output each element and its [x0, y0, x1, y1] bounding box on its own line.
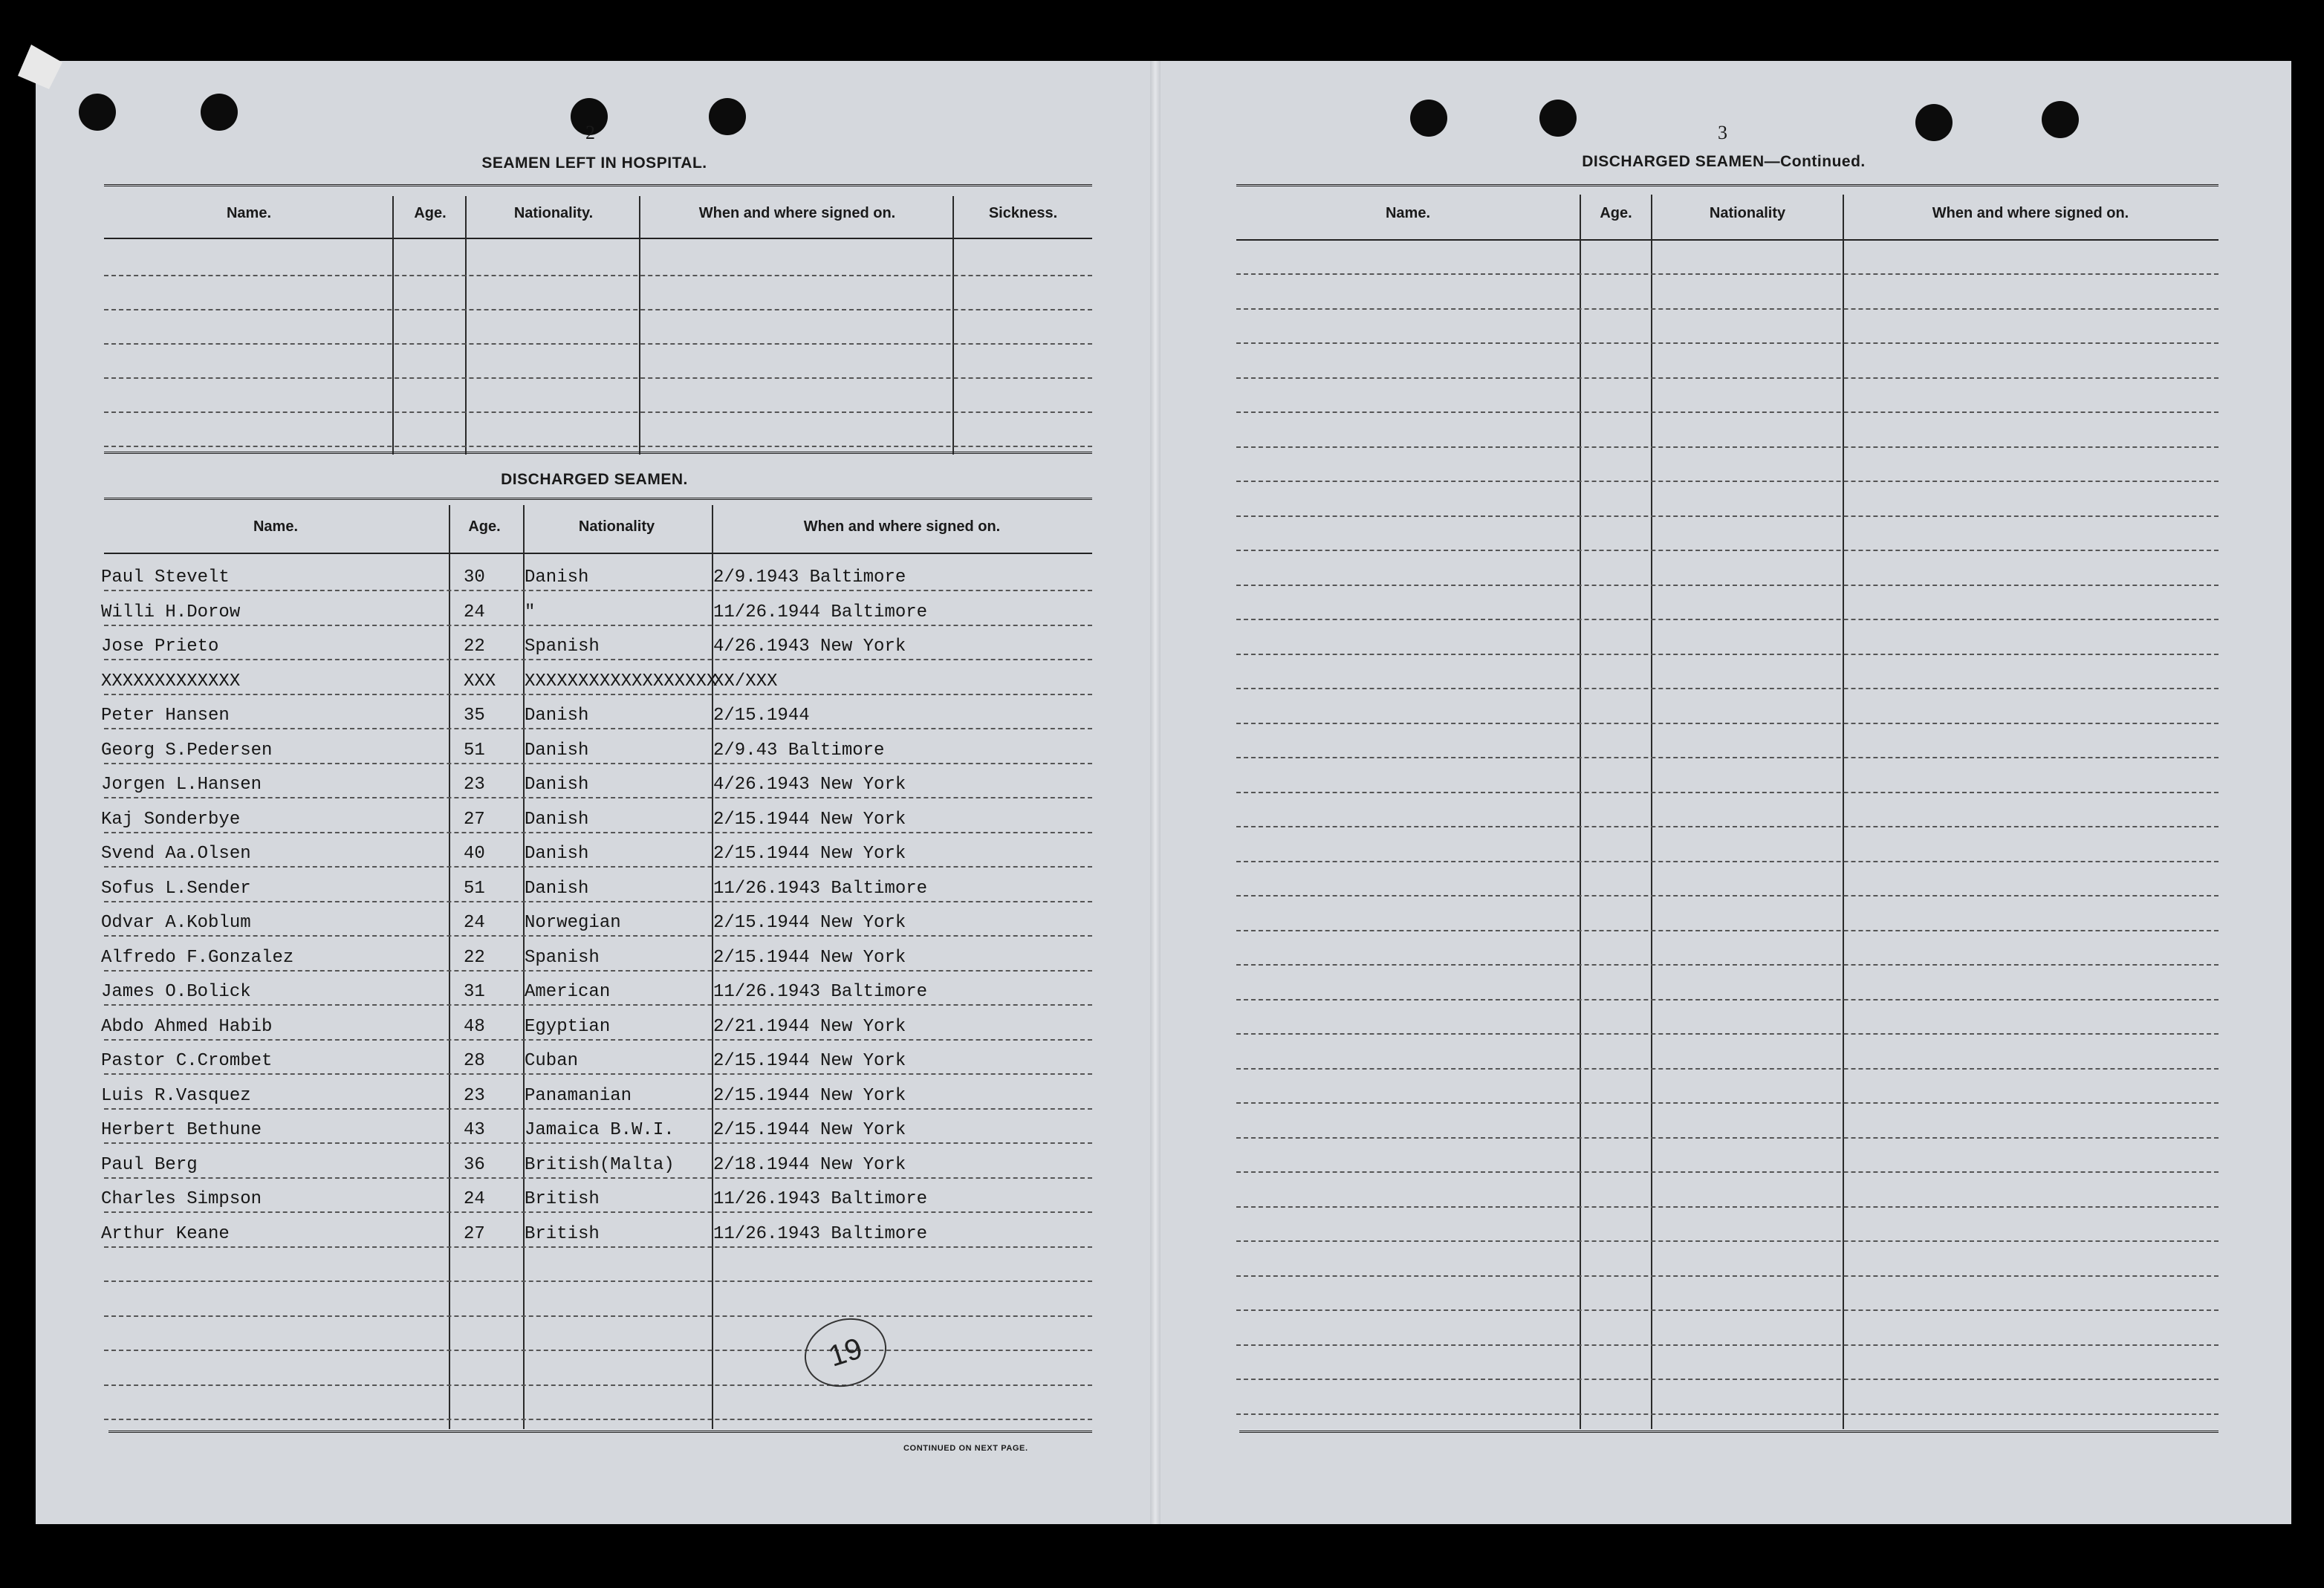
discharged-nationality-cell: " — [525, 602, 536, 622]
right-row-line — [1236, 446, 2218, 448]
hospital-col-nationality: Nationality. — [513, 205, 594, 221]
discharged-name-cell: Jose Prieto — [101, 637, 219, 657]
hospital-col-sickness: Sickness. — [988, 205, 1058, 221]
right-row-line — [1236, 999, 2218, 1000]
discharged-name-cell: XXXXXXXXXXXXX — [101, 671, 241, 692]
discharged-name-cell: Georg S.Pedersen — [101, 740, 273, 761]
discharged-age-cell: 48 — [464, 1016, 485, 1037]
discharged-name-cell: Herbert Bethune — [101, 1120, 262, 1140]
discharged-signed-on-cell: 11/26.1943 Baltimore — [713, 1223, 928, 1244]
right-row-line — [1236, 1033, 2218, 1035]
discharged-signed-on-cell: 2/15.1944 — [713, 706, 810, 726]
discharged-nationality-cell: British(Malta) — [525, 1154, 675, 1175]
right-col-age: Age. — [1600, 205, 1632, 221]
discharged-signed-on-cell: 2/15.1944 New York — [713, 809, 906, 830]
hospital-row-line — [104, 377, 1092, 379]
discharged-age-cell: 24 — [464, 913, 485, 933]
row-dotted-line — [104, 625, 1092, 626]
discharged-age-cell: 51 — [464, 878, 485, 899]
discharged-name-cell: Paul Berg — [101, 1154, 198, 1175]
right-col-divider — [1651, 195, 1652, 1429]
discharged-name-cell: Willi H.Dorow — [101, 602, 241, 622]
hospital-col-divider — [639, 196, 640, 455]
right-section-title: DISCHARGED SEAMEN—Continued. — [1582, 153, 1866, 170]
row-dotted-line — [104, 1350, 1092, 1351]
discharged-signed-on-cell: 2/15.1944 New York — [713, 947, 906, 968]
hospital-row-line — [104, 275, 1092, 276]
row-dotted-line — [104, 1419, 1092, 1420]
discharged-signed-on-cell: 11/26.1943 Baltimore — [713, 1189, 928, 1209]
discharged-col-age: Age. — [468, 518, 501, 535]
row-dotted-line — [104, 590, 1092, 591]
discharged-name-cell: Alfredo F.Gonzalez — [101, 947, 294, 968]
discharged-name-cell: Odvar A.Koblum — [101, 913, 251, 933]
discharged-header-rule — [104, 553, 1092, 554]
discharged-nationality-cell: Danish — [525, 567, 589, 588]
discharged-signed-on-cell: 2/15.1944 New York — [713, 913, 906, 933]
continued-footnote: CONTINUED ON NEXT PAGE. — [903, 1444, 1028, 1453]
discharged-nationality-cell: XXXXXXXXXXXXXXXXXX — [525, 671, 718, 692]
discharged-name-cell: Paul Stevelt — [101, 567, 230, 588]
right-row-line — [1236, 1379, 2218, 1380]
discharged-signed-on-cell: 2/18.1944 New York — [713, 1154, 906, 1175]
discharged-name-cell: Pastor C.Crombet — [101, 1051, 273, 1071]
row-dotted-line — [104, 832, 1092, 833]
discharged-col-signed-on: When and where signed on. — [803, 518, 1001, 535]
discharged-signed-on-cell: 11/26.1943 Baltimore — [713, 878, 928, 899]
row-dotted-line — [104, 728, 1092, 729]
discharged-nationality-cell: Cuban — [525, 1051, 579, 1071]
right-row-line — [1236, 826, 2218, 827]
right-row-line — [1236, 585, 2218, 586]
right-bottom-rule — [1239, 1431, 2218, 1436]
row-dotted-line — [104, 1004, 1092, 1006]
row-dotted-line — [104, 659, 1092, 660]
right-top-rule — [1236, 184, 2218, 189]
page-number-right: 3 — [1718, 122, 1727, 143]
right-col-name: Name. — [1385, 205, 1431, 221]
discharged-age-cell: 27 — [464, 809, 485, 830]
discharged-signed-on-cell: 4/26.1943 New York — [713, 637, 906, 657]
discharged-name-cell: Luis R.Vasquez — [101, 1085, 251, 1106]
discharged-signed-on-cell: 4/26.1943 New York — [713, 775, 906, 795]
discharged-nationality-cell: Spanish — [525, 947, 600, 968]
row-dotted-line — [104, 1246, 1092, 1248]
right-row-line — [1236, 861, 2218, 862]
discharged-signed-on-cell: 2/21.1944 New York — [713, 1016, 906, 1037]
punch-hole — [201, 94, 238, 131]
right-row-line — [1236, 1206, 2218, 1208]
right-row-line — [1236, 1275, 2218, 1277]
discharged-nationality-cell: British — [525, 1223, 600, 1244]
discharged-col-nationality: Nationality — [578, 518, 655, 535]
right-col-signed-on: When and where signed on. — [1932, 205, 2129, 221]
discharged-nationality-cell: Danish — [525, 706, 589, 726]
discharged-age-cell: 22 — [464, 947, 485, 968]
row-dotted-line — [104, 1073, 1092, 1075]
hospital-col-signed-on: When and where signed on. — [698, 205, 896, 221]
discharged-name-cell: Sofus L.Sender — [101, 878, 251, 899]
hospital-row-line — [104, 309, 1092, 310]
discharged-nationality-cell: British — [525, 1189, 600, 1209]
discharged-nationality-cell: Spanish — [525, 637, 600, 657]
discharged-col-divider — [449, 505, 450, 1429]
discharged-name-cell: Arthur Keane — [101, 1223, 230, 1244]
hospital-top-rule — [104, 184, 1092, 189]
discharged-age-cell: XXX — [464, 671, 496, 692]
discharged-nationality-cell: Danish — [525, 878, 589, 899]
hospital-row-line — [104, 343, 1092, 345]
punch-hole — [1915, 104, 1953, 141]
hospital-col-divider — [392, 196, 394, 455]
hospital-header-rule — [104, 238, 1092, 239]
row-dotted-line — [104, 1315, 1092, 1317]
discharged-signed-on-cell: 2/15.1944 New York — [713, 1120, 906, 1140]
discharged-signed-on-cell: 2/9.43 Baltimore — [713, 740, 885, 761]
right-row-line — [1236, 308, 2218, 310]
discharged-nationality-cell: Danish — [525, 844, 589, 864]
discharged-age-cell: 43 — [464, 1120, 485, 1140]
row-dotted-line — [104, 694, 1092, 695]
discharged-nationality-cell: Jamaica B.W.I. — [525, 1120, 675, 1140]
row-dotted-line — [104, 866, 1092, 868]
discharged-age-cell: 27 — [464, 1223, 485, 1244]
discharged-age-cell: 51 — [464, 740, 485, 761]
discharged-nationality-cell: Panamanian — [525, 1085, 632, 1106]
discharged-nationality-cell: Danish — [525, 775, 589, 795]
page-number-left: 2 — [585, 122, 595, 143]
right-header-rule — [1236, 239, 2218, 241]
punch-hole — [2042, 101, 2079, 138]
right-row-line — [1236, 1171, 2218, 1173]
right-col-divider — [1843, 195, 1844, 1429]
hospital-col-divider — [952, 196, 954, 455]
right-row-line — [1236, 1413, 2218, 1415]
row-dotted-line — [104, 1142, 1092, 1144]
discharged-age-cell: 24 — [464, 602, 485, 622]
discharged-age-cell: 35 — [464, 706, 485, 726]
right-row-line — [1236, 1102, 2218, 1104]
right-row-line — [1236, 619, 2218, 620]
right-row-line — [1236, 930, 2218, 931]
discharged-signed-on-cell: 2/15.1944 New York — [713, 844, 906, 864]
discharged-name-cell: Peter Hansen — [101, 706, 230, 726]
discharged-age-cell: 30 — [464, 567, 485, 588]
right-row-line — [1236, 964, 2218, 966]
row-dotted-line — [104, 1039, 1092, 1041]
discharged-signed-on-cell: XX/XXX — [713, 671, 778, 692]
discharged-age-cell: 22 — [464, 637, 485, 657]
discharged-age-cell: 31 — [464, 982, 485, 1002]
discharged-age-cell: 23 — [464, 1085, 485, 1106]
hospital-col-divider — [465, 196, 467, 455]
punch-hole — [1539, 100, 1577, 137]
right-row-line — [1236, 1068, 2218, 1070]
discharged-nationality-cell: Norwegian — [525, 913, 621, 933]
right-row-line — [1236, 377, 2218, 379]
right-row-line — [1236, 1344, 2218, 1346]
right-col-divider — [1580, 195, 1581, 1429]
row-dotted-line — [104, 1177, 1092, 1179]
page-fold — [1150, 61, 1161, 1524]
right-row-line — [1236, 1240, 2218, 1242]
discharged-name-cell: Charles Simpson — [101, 1189, 262, 1209]
right-row-line — [1236, 792, 2218, 793]
right-row-line — [1236, 723, 2218, 724]
right-row-line — [1236, 1309, 2218, 1311]
hospital-row-line — [104, 411, 1092, 413]
row-dotted-line — [104, 797, 1092, 798]
right-row-line — [1236, 411, 2218, 413]
discharged-age-cell: 23 — [464, 775, 485, 795]
punch-hole — [79, 94, 116, 131]
discharged-name-cell: Kaj Sonderbye — [101, 809, 241, 830]
discharged-name-cell: Svend Aa.Olsen — [101, 844, 251, 864]
hospital-bottom-rule — [104, 452, 1092, 457]
hospital-col-name: Name. — [226, 205, 272, 221]
right-row-line — [1236, 688, 2218, 689]
right-row-line — [1236, 342, 2218, 344]
discharged-nationality-cell: Egyptian — [525, 1016, 611, 1037]
right-row-line — [1236, 895, 2218, 896]
right-row-line — [1236, 757, 2218, 758]
row-dotted-line — [104, 1384, 1092, 1386]
row-dotted-line — [104, 1211, 1092, 1213]
right-row-line — [1236, 481, 2218, 482]
discharged-signed-on-cell: 11/26.1944 Baltimore — [713, 602, 928, 622]
right-row-line — [1236, 550, 2218, 551]
discharged-col-name: Name. — [253, 518, 299, 535]
right-row-line — [1236, 273, 2218, 275]
discharged-age-cell: 40 — [464, 844, 485, 864]
right-row-line — [1236, 1137, 2218, 1139]
discharged-age-cell: 28 — [464, 1051, 485, 1071]
folio-stamp-number: 19 — [824, 1331, 866, 1373]
right-row-line — [1236, 654, 2218, 655]
row-dotted-line — [104, 763, 1092, 764]
row-dotted-line — [104, 1108, 1092, 1110]
punch-hole — [709, 98, 746, 135]
discharged-bottom-rule — [108, 1431, 1092, 1436]
discharged-name-cell: Abdo Ahmed Habib — [101, 1016, 273, 1037]
row-dotted-line — [104, 1281, 1092, 1282]
discharged-nationality-cell: Danish — [525, 740, 589, 761]
discharged-signed-on-cell: 2/9.1943 Baltimore — [713, 567, 906, 588]
hospital-row-line — [104, 446, 1092, 447]
row-dotted-line — [104, 970, 1092, 972]
discharged-name-cell: Jorgen L.Hansen — [101, 775, 262, 795]
hospital-col-age: Age. — [414, 205, 447, 221]
discharged-signed-on-cell: 11/26.1943 Baltimore — [713, 982, 928, 1002]
hospital-section-title: SEAMEN LEFT IN HOSPITAL. — [481, 154, 707, 172]
discharged-signed-on-cell: 2/15.1944 New York — [713, 1051, 906, 1071]
discharged-nationality-cell: American — [525, 982, 611, 1002]
discharged-nationality-cell: Danish — [525, 809, 589, 830]
punch-hole — [1410, 100, 1447, 137]
row-dotted-line — [104, 935, 1092, 937]
discharged-top-rule — [104, 498, 1092, 503]
row-dotted-line — [104, 901, 1092, 902]
discharged-signed-on-cell: 2/15.1944 New York — [713, 1085, 906, 1106]
discharged-name-cell: James O.Bolick — [101, 982, 251, 1002]
right-row-line — [1236, 515, 2218, 517]
discharged-age-cell: 36 — [464, 1154, 485, 1175]
discharged-age-cell: 24 — [464, 1189, 485, 1209]
discharged-section-title: DISCHARGED SEAMEN. — [501, 471, 688, 488]
right-col-nationality: Nationality — [1709, 205, 1786, 221]
